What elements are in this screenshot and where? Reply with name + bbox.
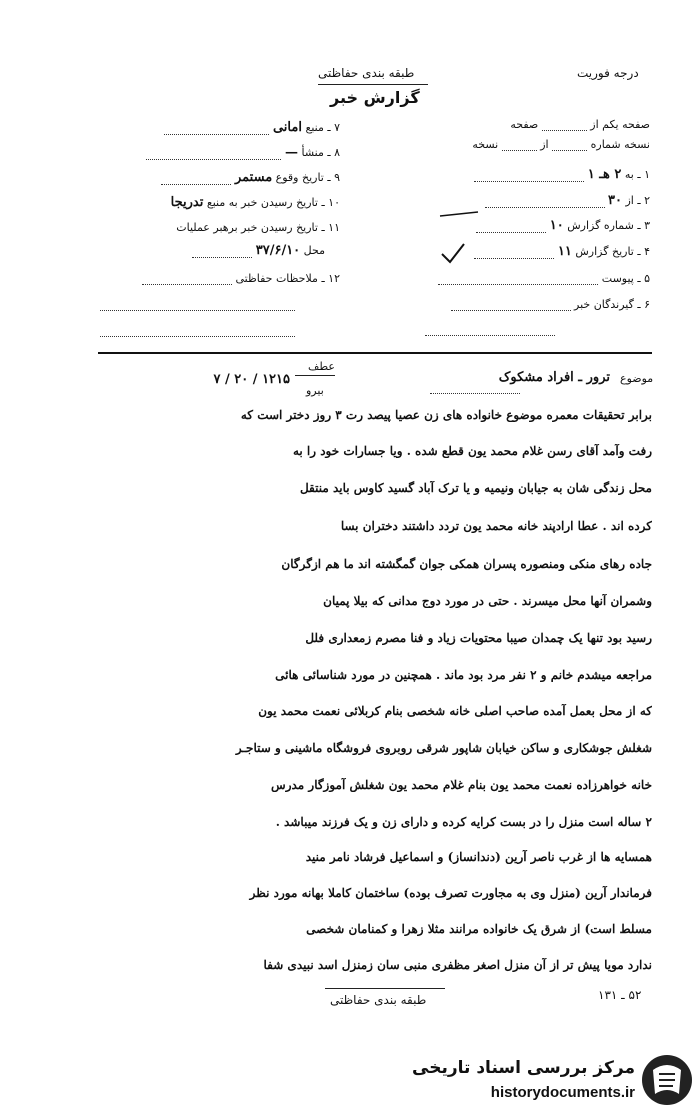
recipients-line (425, 325, 555, 336)
field-origin: ۸ ـ منشأ — (100, 145, 340, 160)
body-line: مراجعه میشدم خانم و ۲ نفر مرد بود ماند . همچنین در مورد شناسائی هائی (275, 668, 652, 682)
page-title: گزارش خبر (330, 88, 420, 107)
body-line: مسلط است) از شرق یک خانواده مرانند مثلا زهرا و کمنامان شخصی (306, 922, 652, 936)
classification-bottom: طبقه بندی حفاظتی (330, 993, 427, 1007)
atf-divider (295, 375, 335, 376)
field-location: محل ۳۷/۶/۱۰ (100, 243, 325, 258)
subject-value: ترور ـ افراد مشکوک (498, 370, 610, 385)
body-line: ندارد مویا پیش تر از آن منزل اصغر مظفری منبی سان زمنزل اسد نبیدی شفا (263, 958, 652, 972)
archive-logo-icon (639, 1052, 695, 1108)
field-to: ۱ ـ به ۲ هـ ۱ (420, 167, 650, 182)
field-report-date: ۴ ـ تاریخ گزارش ۱۱ (420, 244, 650, 259)
field-recipients: ۶ ـ گیرندگان خبر (420, 298, 650, 311)
handwritten-marks (420, 210, 520, 270)
body-line: رفت وآمد آقای رسن غلام محمد یون قطع شده . ویا جسارات خود را به (292, 444, 652, 458)
divider (318, 84, 428, 85)
field-receipt-date-source: ۱۰ ـ تاریخ رسیدن خبر به منبع تدریجا (170, 195, 340, 210)
subject-label: موضوع (620, 372, 654, 385)
subject-line (430, 383, 520, 394)
field-security-notes: ۱۲ ـ ملاحظات حفاظتی (100, 272, 340, 285)
field-receipt-date-leader: ۱۱ ـ تاریخ رسیدن خبر برهبر عملیات (176, 221, 340, 234)
body-line: خانه خواهرزاده نعمت محمد یون بنام غلام محمد یون شغلش آموزگار مدرس (271, 778, 652, 792)
body-line: کرده اند . عطا ارادپند خانه محمد یون تردد داشتند دختران بسا (340, 519, 652, 533)
section-divider (98, 352, 652, 354)
field-attachment: ۵ ـ پیوست (420, 272, 650, 285)
urgency-label: درجه فوریت (577, 66, 639, 80)
watermark (400, 1050, 695, 1112)
bi-label: بیرو (306, 384, 324, 397)
notes-line (100, 300, 295, 311)
atf-label: عطف (308, 360, 335, 373)
body-line: محل زندگی شان به جیابان ونیمیه و یا ترک آباد گسید کاوس باید منتقل (299, 481, 652, 495)
field-page-of: صفحه یکم از صفحه (510, 118, 650, 131)
body-line: برابر تحقیقات معمره موضوع خانواده های زن عصیا پیصد رت ۳ روز دختر است که (240, 408, 652, 422)
body-line: جاده رهای منکی ومنصوره پسران همکی جوان گمگشته اند ما هم ازگرگان (281, 557, 652, 571)
body-line: فرماندار آرین (منزل وی به مجاورت تصرف بوده) ساختمان کاملا بهانه مورد نظر (249, 886, 652, 900)
field-report-number: ۳ ـ شماره گزارش ۱۰ (420, 218, 650, 233)
body-line: که از محل بعمل آمده صاحب اصلی خانه شخصی بنام کربلائی نعمت محمد یون (258, 704, 652, 718)
atf-value: ۱۲۱۵ / ۲۰ / ۷ (213, 372, 290, 387)
field-source: ۷ ـ منبع امانی (100, 120, 340, 135)
body-line: ۲ ساله است منزل را در بست کرایه کرده و دارای زن و یک فرزند میباشد . (275, 815, 652, 829)
body-line: شغلش جوشکاری و ساکن خیابان شاپور شرقی روبروی فروشگاه ماشینی و ستاجـر (235, 741, 652, 755)
classification-top: طبقه بندی حفاظتی (318, 66, 415, 80)
watermark-url: historydocuments.ir (490, 1084, 635, 1101)
watermark-title: مرکز بررسی اسناد تاریخی (412, 1058, 635, 1078)
body-line: همسایه ها از غرب ناصر آرین (دندانساز) و اسماعیل فرشاد نامر منید (305, 850, 652, 864)
notes-line (100, 326, 295, 337)
field-copy-number: نسخه شماره از نسخه (472, 138, 650, 151)
body-line: رسید بود تنها یک چمدان صیبا محتویات زیاد و فنا مصرم زمعداری فلل (305, 631, 652, 645)
body-line: وشمران آنها محل میسرند . حتی در مورد دوج مدانی که بیلا پمیان (323, 594, 652, 608)
field-source-value: امانی (272, 120, 302, 135)
footer-divider (325, 988, 445, 989)
field-occurrence-date: ۹ ـ تاریخ وقوع مستمر (100, 170, 340, 185)
field-from: ۲ ـ از ۳۰ (420, 193, 650, 208)
document-code: ۵۲ ـ ۱۳۱ (598, 988, 642, 1002)
